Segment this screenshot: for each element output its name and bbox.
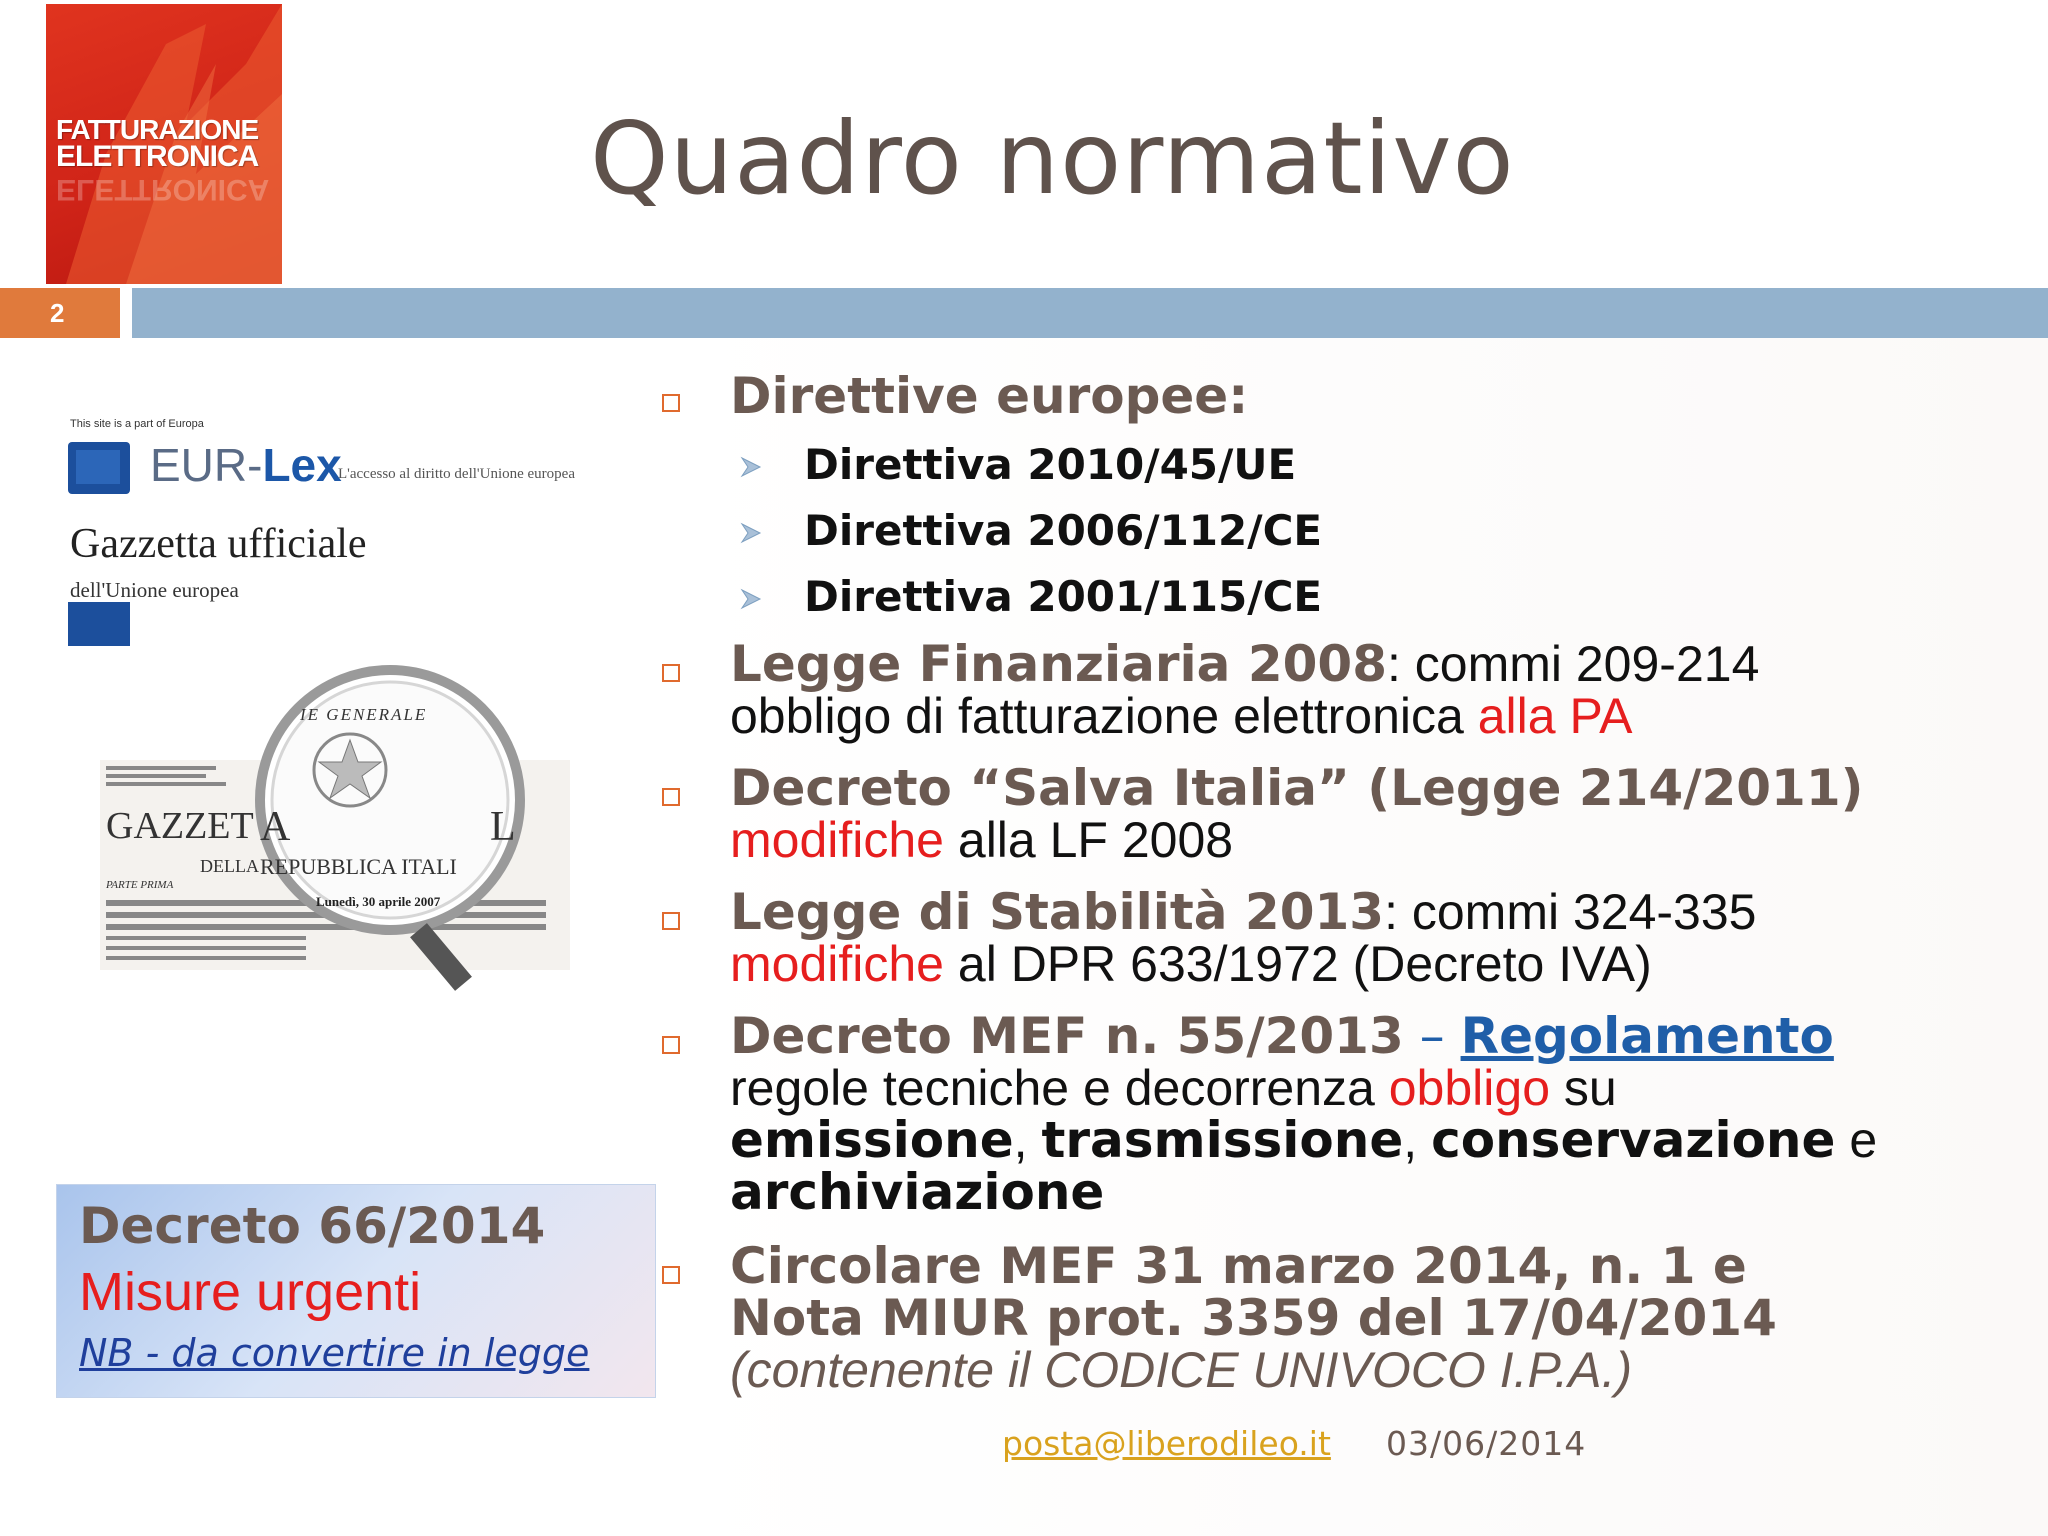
sub-item-direttiva-2 — [740, 506, 1440, 562]
decreto-callout-box — [56, 1184, 656, 1398]
gazzetta-subtitle: dell'Unione europea — [70, 578, 239, 602]
logo-line-2: ELETTRONICA — [56, 140, 259, 173]
bullet-square-icon — [662, 912, 680, 930]
sub-item-label: Direttiva 2006/112/CE — [804, 506, 1323, 555]
bullet-square-icon — [662, 1266, 680, 1284]
header-bar — [132, 288, 2048, 338]
newspaper-a: A — [260, 804, 291, 850]
gazzetta-title: Gazzetta ufficiale — [70, 521, 367, 567]
eur-lex-tagline: This site is a part of Europa — [70, 418, 204, 430]
newspaper-date: Lunedì, 30 aprile 2007 — [316, 894, 441, 909]
sub-item-label: Direttiva 2001/115/CE — [804, 572, 1323, 621]
newspaper-repubblica: REPUBBLICA ITALI — [260, 854, 457, 879]
newspaper-l: L — [490, 804, 516, 850]
eu-flag-icon — [68, 442, 130, 494]
logo-reflection: ELETTRONICA — [56, 173, 270, 206]
arrow-bullet-icon — [740, 522, 762, 544]
bullet-square-icon — [662, 664, 680, 682]
bullet-square-icon — [662, 1036, 680, 1054]
arrow-bullet-icon — [740, 588, 762, 610]
logo-line-1: FATTURAZIONE — [56, 114, 259, 145]
fatturazione-elettronica-logo — [46, 4, 282, 284]
eur-lex-brand: EUR-Lex — [150, 439, 342, 491]
callout-subtitle: Misure urgenti — [79, 1262, 422, 1322]
item-heading: Direttive europee: — [730, 367, 1249, 425]
slide-number: 2 — [0, 288, 120, 338]
eur-lex-subtitle: L'accesso al diritto dell'Unione europea — [338, 466, 575, 482]
bullet-square-icon — [662, 788, 680, 806]
slide-title: Quadro normativo — [590, 100, 1515, 217]
bullet-square-icon — [662, 394, 680, 412]
arrow-bullet-icon — [740, 456, 762, 478]
footer-date: 03/06/2014 — [1386, 1424, 1587, 1463]
eu-flag-small-icon — [68, 602, 130, 646]
newspaper-left-text: GAZZET — [106, 805, 254, 847]
sub-item-label: Direttiva 2010/45/UE — [804, 440, 1297, 489]
gazzetta-ufficiale-newspaper-image — [100, 660, 580, 1000]
newspaper-header: IE GENERALE — [300, 705, 428, 724]
callout-title: Decreto 66/2014 — [79, 1197, 546, 1255]
regolamento-link[interactable]: Regolamento — [1460, 1007, 1834, 1065]
callout-note-link[interactable]: NB - da convertire in legge — [79, 1331, 590, 1375]
newspaper-della: DELLA — [200, 856, 259, 876]
newspaper-parte: PARTE PRIMA — [106, 879, 174, 891]
sub-item-direttiva-1 — [740, 440, 1440, 496]
footer-email-link[interactable]: posta@liberodileo.it — [1002, 1424, 1331, 1463]
sub-item-direttiva-3 — [740, 572, 1440, 628]
